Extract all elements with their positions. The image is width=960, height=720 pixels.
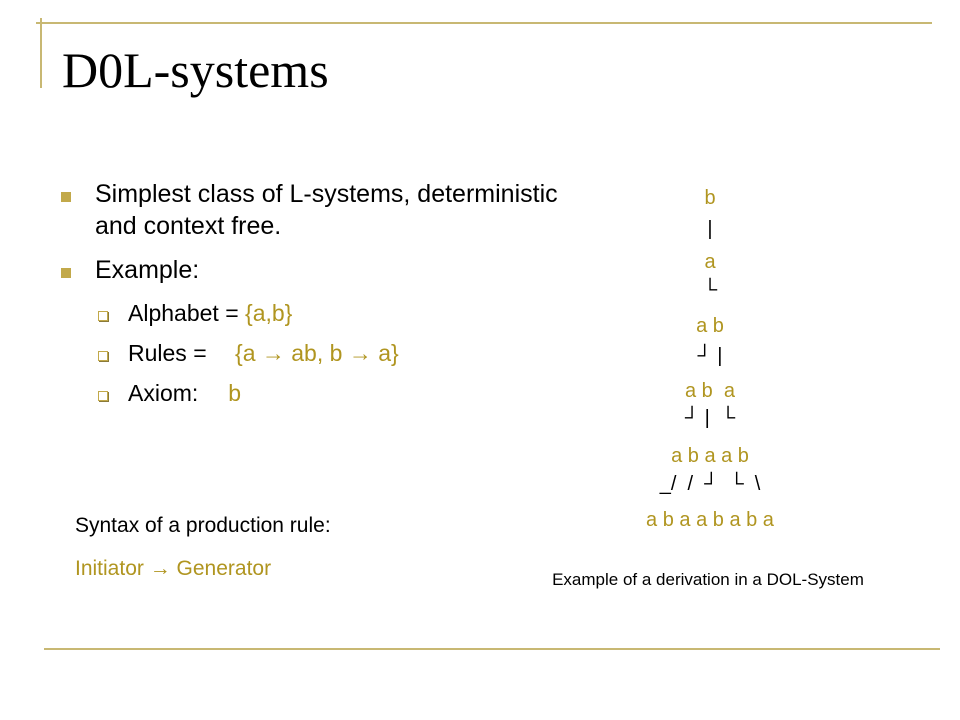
derivation-connector: | [707,218,713,240]
derivation-word: a b a a b [671,445,749,467]
derivation-word: a b a [684,380,736,402]
derivation-connector: ┘ | └ [684,407,736,429]
hollow-square-bullet-icon [98,351,108,361]
derivation-word: b [704,187,716,209]
hollow-square-bullet-icon [98,391,108,401]
bullet-text: Simplest class of L-systems, deterministic and context free. [95,180,558,240]
frame-left-line [40,18,42,88]
bullet-list [60,178,580,418]
sub-bullet-item [60,298,580,328]
square-bullet-icon [61,268,71,278]
sub-bullet-item [60,338,580,368]
slide-title: D0L-systems [62,42,329,98]
syntax-box [75,512,331,583]
derivation-word: a [704,251,716,273]
derivation-word: a b [696,315,724,337]
derivation-caption: Example of a derivation in a DOL-System [552,570,864,589]
syntax-rule: Initiator → Generator [75,557,272,580]
derivation-connector: _/ / ┘ └ \ [659,473,761,495]
frame-top-line [36,22,932,24]
derivation-word: a b a a b a b a [646,509,774,531]
derivation-connector: ┘ | [697,345,723,367]
sub-bullet-label: Alphabet = [128,300,246,326]
derivation-tree [600,180,820,540]
square-bullet-icon [61,192,71,202]
syntax-heading: Syntax of a production rule: [75,514,331,537]
bullet-item [60,254,580,286]
bullet-text: Example: [95,256,200,284]
frame-bottom-line [44,648,940,650]
hollow-square-bullet-icon [98,311,108,321]
sub-bullet-value: {a,b} [245,300,293,326]
sub-bullet-value: b [228,380,242,406]
derivation-connector: └ [702,279,718,301]
sub-bullet-label: Axiom: [128,380,199,406]
sub-bullet-label: Rules = [128,340,214,366]
sub-bullet-item [60,378,580,408]
sub-bullet-value: {a → ab, b → a} [235,340,399,366]
bullet-item [60,178,580,242]
